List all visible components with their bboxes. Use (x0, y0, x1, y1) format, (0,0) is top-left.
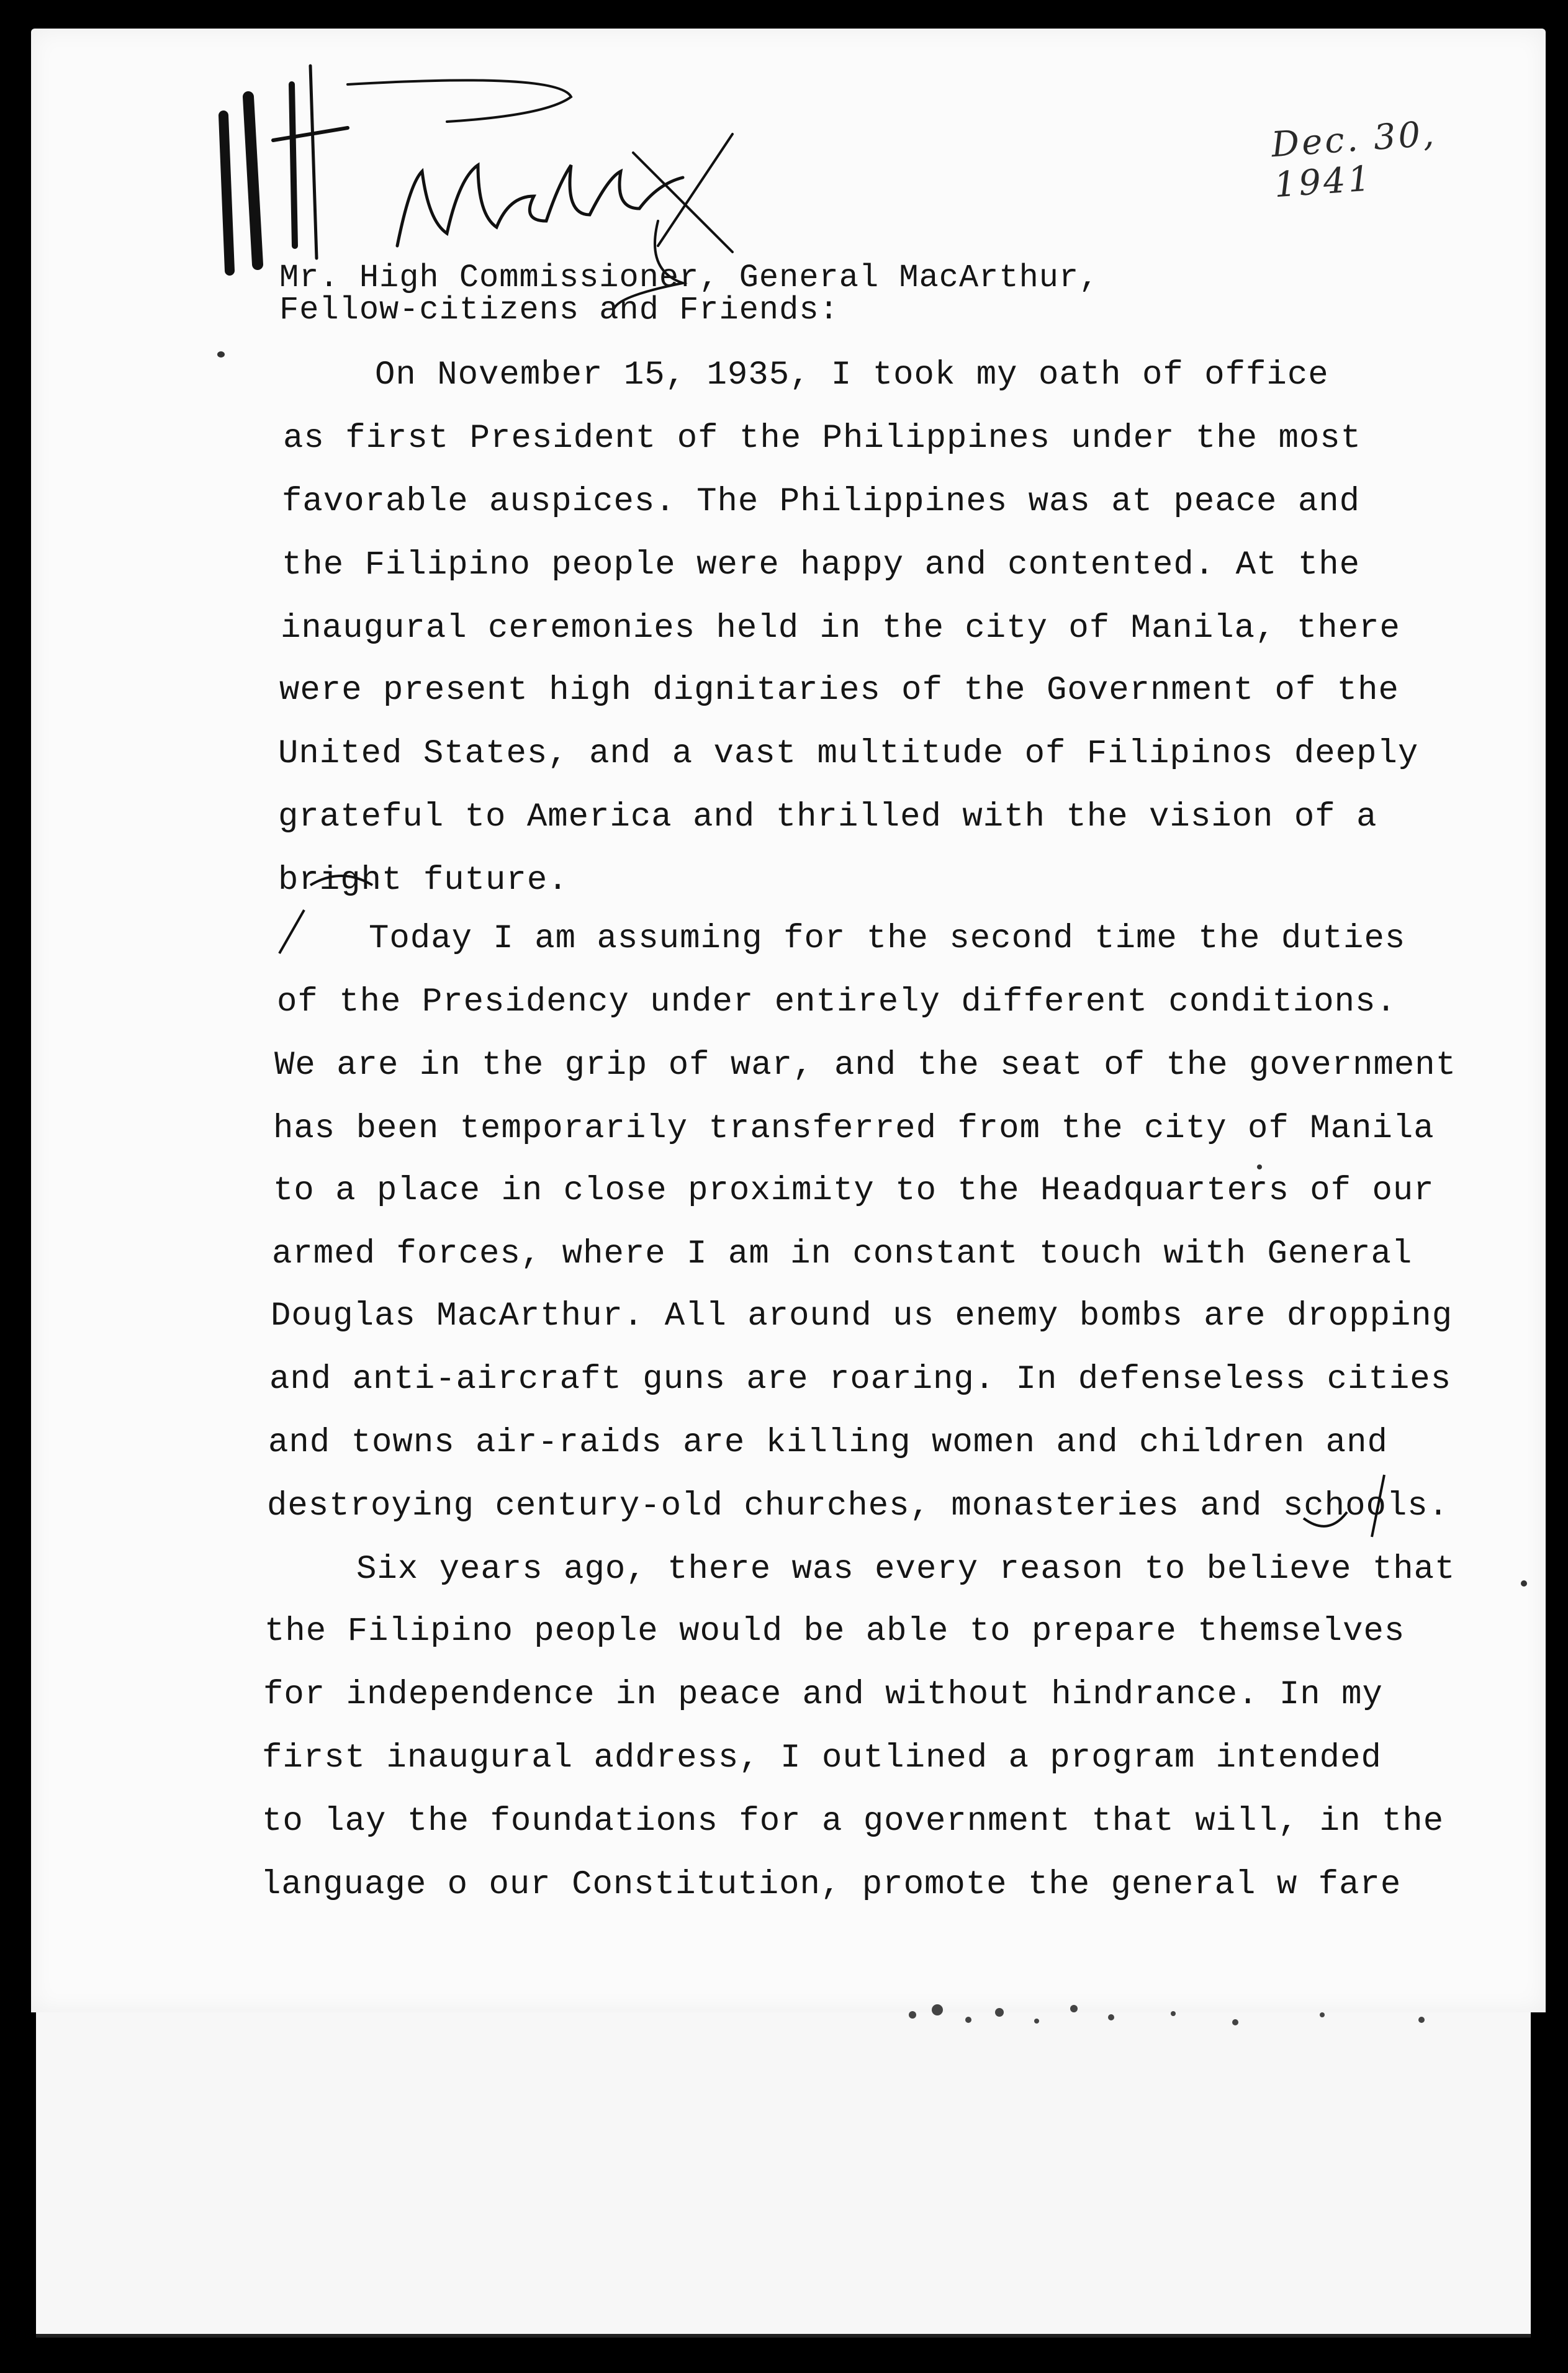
body-line: as first President of the Philippines under the most (283, 420, 1362, 457)
body-line: the Filipino people would be able to prepare themselves (264, 1613, 1405, 1650)
ink-speck (1521, 1580, 1527, 1587)
body-line: destroying century-old churches, monasteries and schools. (267, 1487, 1449, 1525)
body-line: armed forces, where I am in constant touch with General (272, 1235, 1413, 1273)
underlying-blank-sheet (36, 1986, 1531, 2338)
body-line: grateful to America and thrilled with the vision of a (278, 798, 1377, 836)
handwritten-date-note: Dec. 30, 1941 (1270, 113, 1438, 206)
body-line: inaugural ceremonies held in the city of Manila, there (281, 610, 1400, 647)
body-line: Six years ago, there was every reason to believe that (356, 1551, 1456, 1588)
body-line: has been temporarily transferred from the city of Manila (273, 1110, 1435, 1148)
body-line: language o our Constitution, promote the general w fare (261, 1866, 1402, 1904)
salutation-line: Mr. High Commissioner, General MacArthur, (279, 259, 1099, 296)
typed-page (31, 29, 1546, 2012)
body-line: and anti-aircraft guns are roaring. In defenseless cities (269, 1361, 1452, 1398)
body-line: We are in the grip of war, and the seat of the government (274, 1047, 1457, 1084)
body-line: and towns air-raids are killing women and children and (268, 1424, 1388, 1462)
ink-speck (1257, 1164, 1262, 1169)
body-line: the Filipino people were happy and contented. At the (282, 546, 1361, 584)
body-line: for independence in peace and without hindrance. In my (263, 1676, 1383, 1714)
body-line: favorable auspices. The Philippines was at peace and (282, 483, 1361, 521)
body-line: bright future. (278, 862, 569, 899)
body-line: Today I am assuming for the second time the duties (369, 920, 1406, 958)
body-line: first inaugural address, I outlined a program intended (262, 1739, 1382, 1777)
body-line: to lay the foundations for a government that will, in the (262, 1803, 1444, 1840)
body-line: Douglas MacArthur. All around us enemy bombs are dropping (271, 1297, 1453, 1335)
ink-speck (217, 351, 225, 358)
body-line: United States, and a vast multitude of Filipinos deeply (278, 735, 1419, 773)
pen-check-mark (1291, 1469, 1403, 1556)
body-line: were present high dignitaries of the Government of the (279, 672, 1399, 709)
body-line: of the Presidency under entirely different conditions. (277, 983, 1397, 1021)
body-line: On November 15, 1935, I took my oath of office (375, 356, 1329, 394)
bottom-smudge-marks (888, 1965, 1508, 2033)
salutation-line: Fellow-citizens and Friends: (279, 292, 839, 328)
body-line: to a place in close proximity to the Headquarters of our (273, 1172, 1435, 1210)
